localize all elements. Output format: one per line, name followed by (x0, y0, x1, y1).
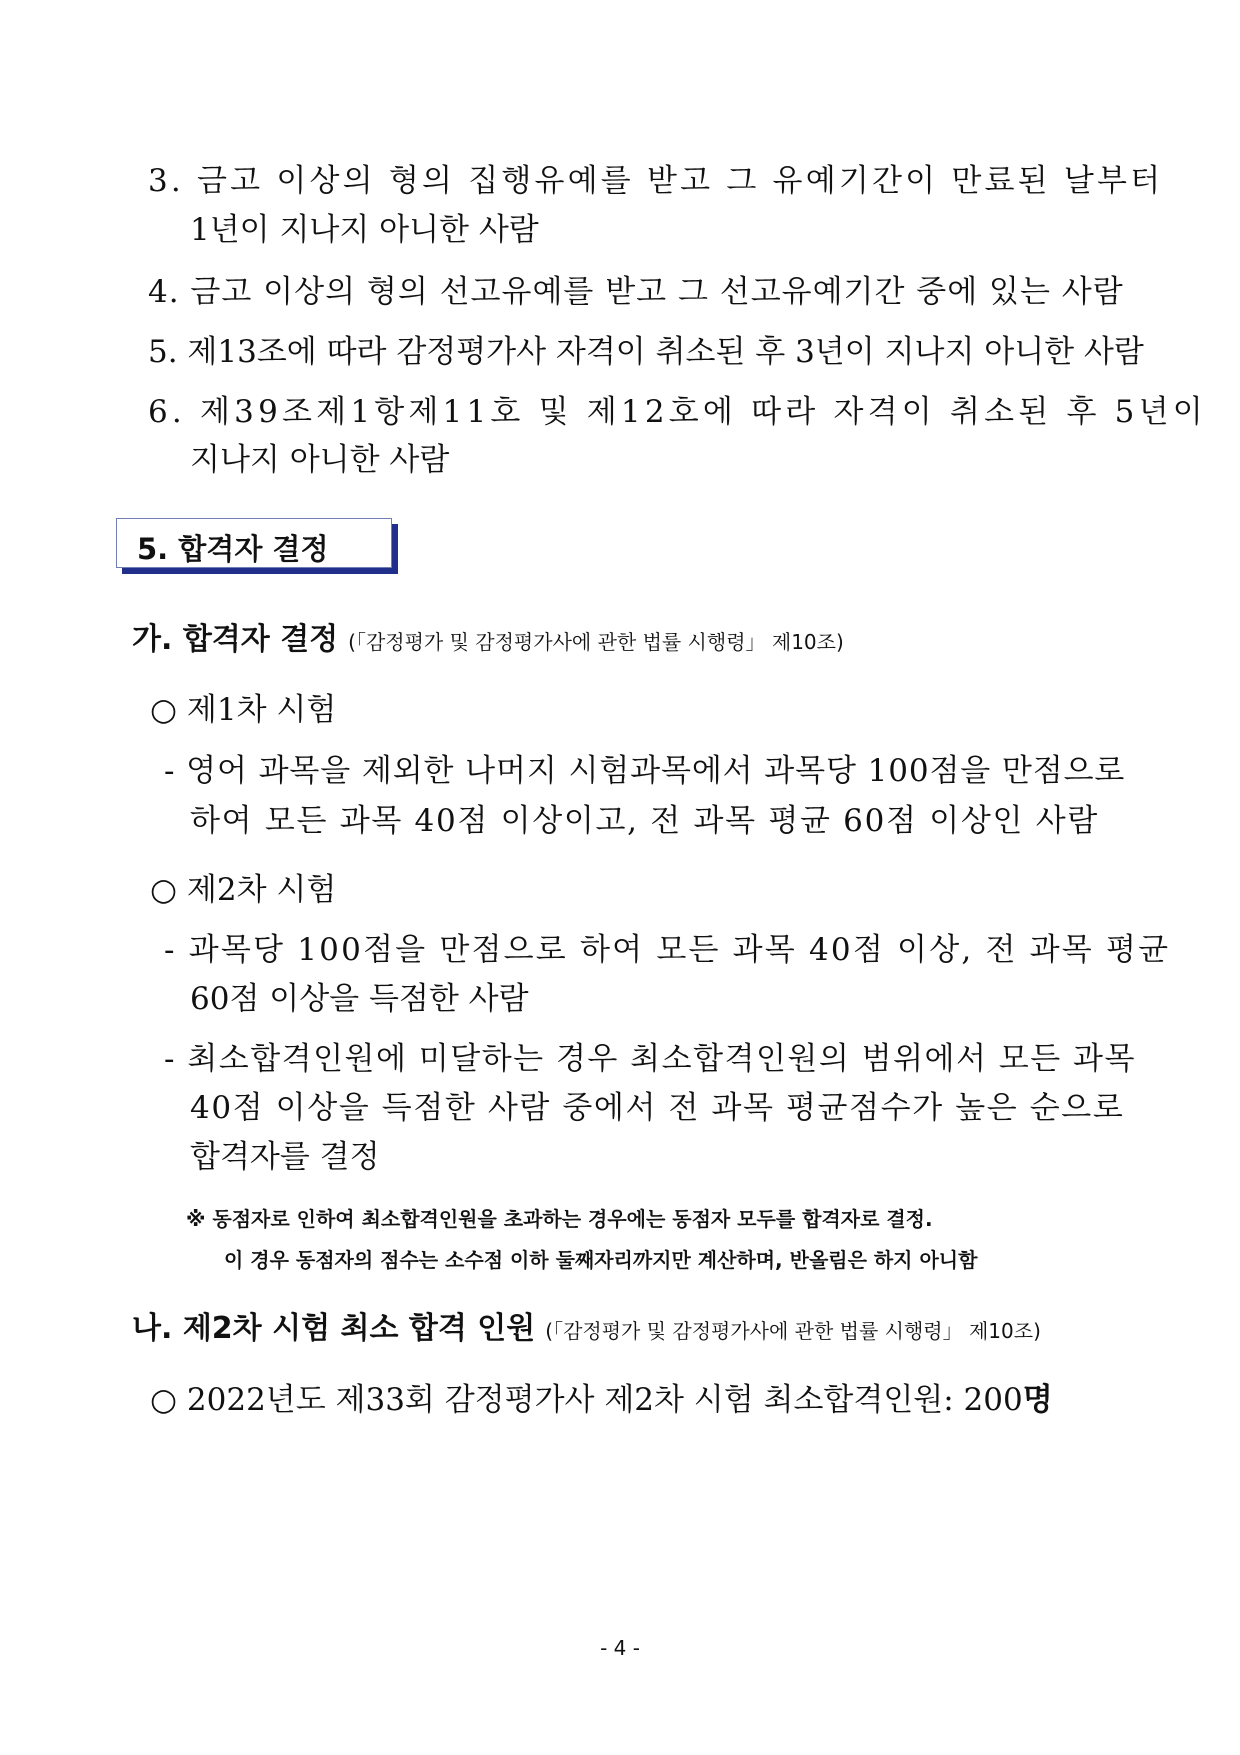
second-exam-criteria1-line2: 60점 이상을 득점한 사람 (190, 981, 529, 1017)
second-exam-label: ○ 제2차 시험 (150, 872, 337, 908)
tie-breaker-note-line1: ※ 동점자로 인하여 최소합격인원을 초과하는 경우에는 동점자 모두를 합격자로 결정. (186, 1207, 933, 1231)
list-item-6-line1: 6. 제39조제1항제11호 및 제12호에 따라 자격이 취소된 후 5년이 (148, 394, 1207, 430)
page-number: - 4 - (600, 1636, 640, 1660)
second-exam-criteria1-line1: - 과목당 100점을 만점으로 하여 모든 과목 40점 이상, 전 과목 평균 (164, 932, 1171, 968)
minimum-pass-count-item (150, 1374, 1053, 1419)
minimum-pass-count-text: ○ 2022년도 제33회 감정평가사 제2차 시험 최소합격인원: 200 (150, 1382, 1023, 1418)
section-title-box (116, 518, 392, 568)
minimum-pass-count-unit: 명 (1022, 1382, 1053, 1418)
section-title: 5. 합격자 결정 (137, 532, 329, 566)
subsection-ga-title: 가. 합격자 결정 (132, 622, 339, 657)
subsection-ga-heading (132, 614, 844, 658)
subsection-na-title: 나. 제2차 시험 최소 합격 인원 (132, 1311, 536, 1346)
first-exam-label: ○ 제1차 시험 (150, 692, 337, 728)
list-item-5: 5. 제13조에 따라 감정평가사 자격이 취소된 후 3년이 지나지 아니한 사람 (148, 334, 1144, 370)
list-item-3-line2: 1년이 지나지 아니한 사람 (190, 212, 539, 248)
list-item-6-line2: 지나지 아니한 사람 (190, 442, 450, 478)
tie-breaker-note-line2: 이 경우 동점자의 점수는 소수점 이하 둘째자리까지만 계산하며, 반올림은 하지 아니함 (224, 1248, 978, 1272)
subsection-na-heading (132, 1303, 1041, 1347)
list-item-4: 4. 금고 이상의 형의 선고유예를 받고 그 선고유예기간 중에 있는 사람 (148, 274, 1124, 310)
subsection-na-citation: (「감정평가 및 감정평가사에 관한 법률 시행령」 제10조) (545, 1319, 1041, 1343)
list-item-3-text: 3. 금고 이상의 형의 집행유예를 받고 그 유예기간이 만료된 날부터 (148, 163, 1164, 199)
second-exam-criteria2-line1: - 최소합격인원에 미달하는 경우 최소합격인원의 범위에서 모든 과목 (164, 1041, 1136, 1077)
subsection-ga-citation: (「감정평가 및 감정평가사에 관한 법률 시행령」 제10조) (348, 630, 844, 654)
list-item-3-line1 (148, 155, 1164, 200)
first-exam-criteria-line2: 하여 모든 과목 40점 이상이고, 전 과목 평균 60점 이상인 사람 (190, 803, 1099, 839)
first-exam-criteria-line1: - 영어 과목을 제외한 나머지 시험과목에서 과목당 100점을 만점으로 (164, 753, 1126, 789)
second-exam-criteria2-line2: 40점 이상을 득점한 사람 중에서 전 과목 평균점수가 높은 순으로 (190, 1090, 1125, 1126)
second-exam-criteria2-line3: 합격자를 결정 (190, 1139, 380, 1175)
